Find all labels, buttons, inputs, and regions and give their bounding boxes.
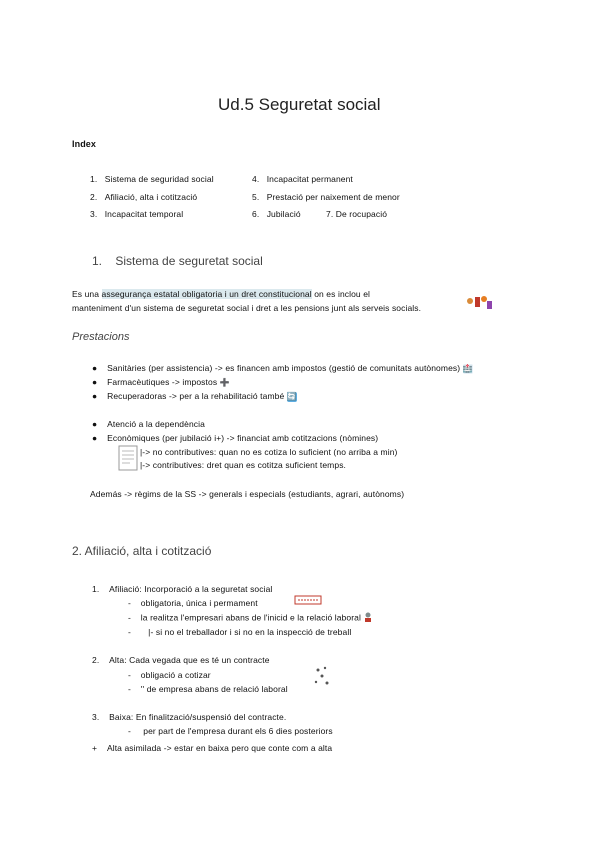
intro-line-2: manteniment d'un sistema de seguretat social i dret a les pensions junt als serveis socials. [72,303,422,313]
index-item: 7. De rocupació [326,209,388,219]
list-item: 3. Baixa: En finalització/suspensió del contracte. [92,712,287,722]
index-heading: Index [72,139,97,149]
index-item: 3. Incapacitat temporal [90,209,184,219]
hospital-icon: 🏥 [462,363,473,373]
arrow-icon: 🔄 [286,391,297,401]
document-icon [118,445,138,471]
list-item: ● Farmacèutiques -> impostos ➕ [92,377,230,387]
section-heading: 1. Sistema de seguretat social [92,254,263,268]
sub-item: - per part de l'empresa durant els 6 dies posteriors [128,726,333,736]
ademes-line: Además -> règims de la SS -> generals i especials (estudiants, agrari, autònoms) [90,489,405,499]
list-item: + Alta asimilada -> estar en baixa pero que conte com a alta [92,743,333,753]
list-item: ● Sanitàries (per assistencia) -> es financen amb impostos (gestió de comunitats autònomes) 🏥 [92,363,473,373]
index-item: 1. Sistema de seguridad social [90,174,214,184]
person-icon [363,612,373,624]
sub-note: |-> no contributives: quan no es cotiza lo suficient (no arriba a min) [140,447,398,457]
stamp-icon [294,594,322,606]
sub-item: - la realitza l'empresari abans de l'inicid e la relació laboral [128,612,373,624]
page-title: Ud.5 Seguretat social [218,95,381,114]
sub-item: - |- si no el treballador i si no en la inspecció de treball [128,627,352,637]
index-item: 2. Afiliació, alta i cotització [90,192,198,202]
sub-item: - obligatoria, única i permament [128,598,258,608]
list-item: 2. Alta: Cada vegada que es té un contracte [92,655,270,665]
plus-icon: ➕ [219,377,230,387]
section-heading: 2. Afiliació, alta i cotització [72,544,212,558]
index-item: 6. Jubilació [252,209,301,219]
sub-note: |-> contributives: dret quan es cotitza suficient temps. [140,460,347,470]
people-illustration-icon [464,291,494,311]
list-item: ● Econòmiques (per jubilació i+) -> financiat amb cotitzacions (nòmines) [92,433,379,443]
sub-item: - '' de empresa abans de relació laboral [128,684,288,694]
sub-item: - obligació a cotizar [128,670,211,680]
list-item: ● Atenció a la dependència [92,419,205,429]
index-item: 5. Prestació per naixement de menor [252,192,400,202]
intro-line-1: Es una assegurança estatal obligatoria i un dret constitucional on es inclou el [72,289,371,299]
list-item: 1. Afiliació: Incorporació a la seguretat social [92,584,273,594]
sparkle-icon [312,664,332,688]
index-item: 4. Incapacitat permanent [252,174,353,184]
list-item: ● Recuperadoras -> per a la rehabilitació també 🔄 [92,391,297,401]
prestacions-heading: Prestacions [72,331,130,343]
